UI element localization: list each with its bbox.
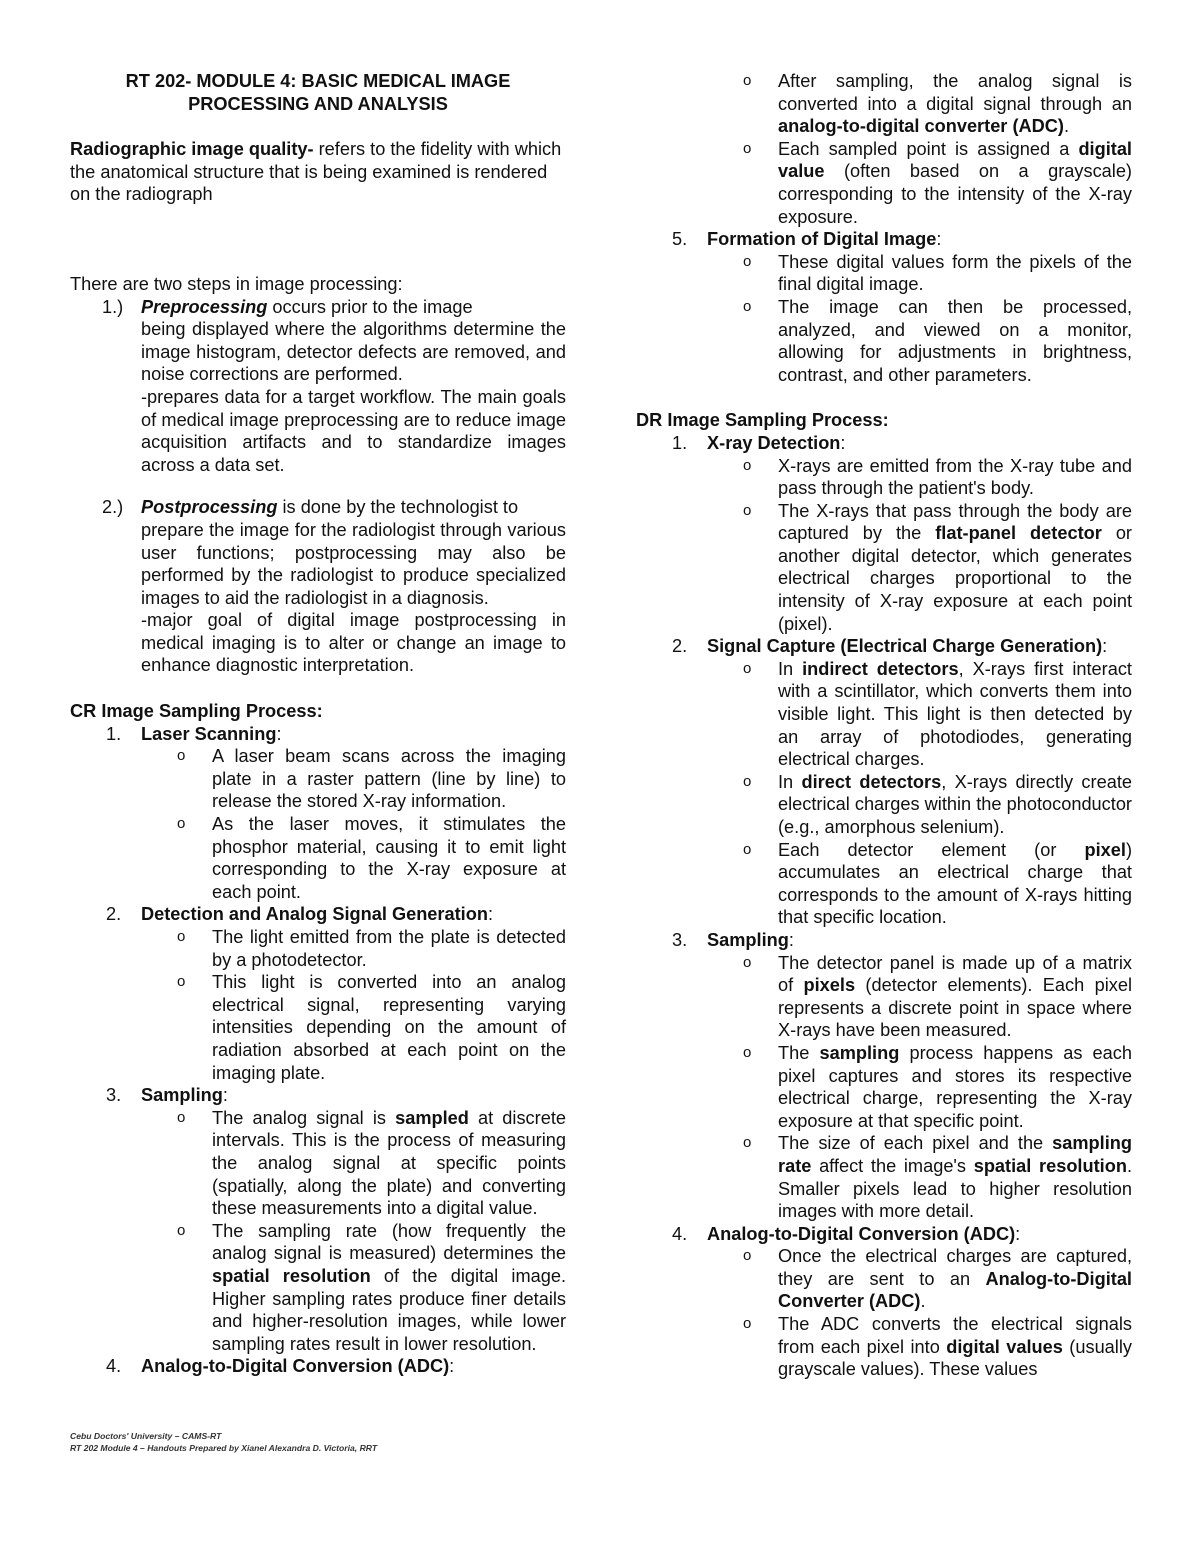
numbered-heading [636,635,1132,658]
step-extra: -prepares data for a target workflow. The main goals of medical image preprocessing are to reduce image acquisition artifacts and to standardize images across a data set. [141,386,566,475]
bullet-item [636,70,1132,138]
numbered-item [70,903,566,1084]
definition-paragraph [70,138,566,206]
item-number: 2. [106,904,122,925]
bullet-text: . [1063,116,1070,137]
bullet-text: Each detector element (or [778,839,1085,860]
step-term: Preprocessing [141,296,268,317]
footer-line-1: Cebu Doctors' University – CAMS-RT [70,1431,222,1441]
dr-list [636,432,1132,1381]
bullet-text: ) accumulates an electrical charge that corresponds to the amount of X-rays hitting that specific location. [778,839,1132,928]
bullet-text: The size of each pixel and the [778,1133,1053,1154]
numbered-heading [70,723,566,746]
item-number: 3. [106,1085,122,1106]
item-heading: X-ray Detection [707,432,841,453]
bullet-text: These digital values form the pixels of the final digital image. [778,251,1132,295]
bullet-text: at discrete intervals. This is the process of measuring the analog signal at specific points (spatially, along the plate) and converting these measurements into a digital value. [212,1107,566,1219]
bullet-item [70,971,566,1084]
item-heading: Analog-to-Digital Conversion (ADC) [141,1356,450,1377]
bullet-text: The image can then be processed, analyzed, and viewed on a monitor, allowing for adjustments in brightness, contrast, and other parameters. [778,296,1132,385]
item-heading: Laser Scanning [141,723,277,744]
bullet-marker-icon: o [177,928,186,945]
bullet-item [636,1313,1132,1381]
bullet-text: As the laser moves, it stimulates the phosphor material, causing it to emit light corresponding to the X-ray exposure at each point. [212,814,566,902]
step-postprocessing [70,496,566,677]
bullet-marker-icon: o [743,297,752,315]
item-number: 1. [672,432,688,453]
bullet-text: In [778,658,803,679]
bullet-text: (detector elements). Each pixel represents a discrete point in space where X-rays have been measured. [778,975,1132,1041]
item-number: 4. [106,1356,122,1377]
numbered-item [636,929,1132,1223]
bullet-text: , X-rays first interact with a scintillator, which converts them into visible light. This light is then detected by an array of photodiodes, generating electrical charges. [778,658,1132,770]
bullet-item [636,771,1132,839]
bullet-marker-icon: o [177,1108,186,1126]
definition-text: refers to the fidelity with which the anatomical structure that is being examined is rendered on the radiograph [70,139,562,205]
bullet-item [70,1220,566,1356]
numbered-item [636,1223,1132,1381]
left-column [70,70,566,1378]
bullet-marker-icon: o [743,72,752,89]
bullet-bold-text: Analog-to-Digital Converter (ADC) [778,1268,1132,1312]
numbered-heading [70,1084,566,1107]
bullet-bold-text: indirect detectors [802,658,959,679]
bullet-marker-icon: o [177,747,186,765]
bullet-bold-text: analog-to-digital converter (ADC) [778,116,1064,137]
item-number: 5. [672,229,688,250]
bullet-item [70,745,566,813]
bullet-bold-text: sampling [819,1042,900,1063]
numbered-item [636,635,1132,929]
bullet-item [70,926,566,971]
bullet-bold-text: sampling rate [778,1133,1132,1176]
numbered-heading [70,903,566,926]
bullet-item [636,1245,1132,1313]
bullet-bold-text: pixel [1084,839,1126,860]
bullet-text: affect the image's [811,1155,974,1176]
bullet-item [70,1107,566,1220]
item-number: 3. [672,929,688,950]
bullet-marker-icon: o [743,1043,752,1061]
step-number: 2.) [102,497,124,518]
bullet-bold-text: spatial resolution [212,1265,371,1286]
bullet-marker-icon: o [743,1134,752,1152]
item-colon: : [788,929,794,950]
item-heading: Signal Capture (Electrical Charge Generation) [707,636,1103,657]
bullet-item [636,1132,1132,1222]
page-footer [70,1430,377,1454]
numbered-item [70,1084,566,1355]
numbered-item [70,1355,566,1378]
step-term: Postprocessing [141,497,278,518]
title-line-1: RT 202- MODULE 4: BASIC MEDICAL IMAGE [125,71,511,91]
bullet-text: The sampling rate (how frequently the analog signal is measured) determines the [212,1220,566,1264]
bullet-text: . [920,1291,926,1312]
bullet-bold-text: direct detectors [801,771,942,792]
bullet-text: In [778,771,802,792]
bullet-marker-icon: o [743,659,752,677]
bullet-text: X-rays are emitted from the X-ray tube and pass through the patient's body. [778,455,1132,499]
bullet-item [636,500,1132,636]
step-extra: -major goal of digital image postprocessing in medical imaging is to alter or change an image to enhance diagnostic interpretation. [141,610,566,676]
title-line-2: PROCESSING AND ANALYSIS [188,93,448,114]
bullet-marker-icon: o [743,840,752,858]
bullet-text: . Smaller pixels lead to higher resolution images with more detail. [778,1155,1132,1222]
right-column [636,70,1132,1381]
bullet-bold-text: flat-panel detector [935,523,1102,544]
step-body: prepare the image for the radiologist through various user functions; postprocessing may also be performed by the radiologist to produce specialized images to aid the radiologist in a diagnosis. [141,519,566,608]
item-heading: Detection and Analog Signal Generation [141,904,488,925]
bullet-text: , X-rays directly create electrical charges within the photoconductor (e.g., amorphous selenium). [778,771,1132,837]
numbered-heading [636,432,1132,455]
numbered-heading [636,228,1132,251]
bullet-marker-icon: o [177,815,186,833]
cr-heading: CR Image Sampling Process: [70,701,323,722]
item-heading: Formation of Digital Image [707,229,937,250]
bullet-text: The ADC converts the electrical signals from each pixel into [778,1314,1132,1357]
item-number: 1. [106,723,122,744]
bullet-text: The X-rays that pass through the body are captured by the [778,500,1132,544]
bullet-marker-icon: o [743,953,752,971]
bullet-marker-icon: o [743,1315,752,1333]
numbered-heading [70,1355,566,1378]
bullet-marker-icon: o [743,139,752,157]
item-colon: : [936,229,942,250]
bullet-bold-text: pixels [803,975,856,996]
item-colon: : [449,1356,455,1377]
item-heading: Sampling [141,1085,223,1106]
bullet-marker-icon: o [743,772,752,790]
item-number: 4. [672,1223,688,1244]
bullet-text: This light is converted into an analog electrical signal, representing varying intensities depending on the amount of radiation absorbed at each point on the imaging plate. [212,972,566,1083]
step-lead: is done by the technologist to [277,497,519,518]
bullet-item [636,1042,1132,1132]
document-title [70,70,566,115]
footer-line-2: RT 202 Module 4 – Handouts Prepared by Xianel Alexandra D. Victoria, RRT [70,1443,378,1453]
numbered-item [636,432,1132,635]
bullet-item [70,813,566,903]
item-colon: : [276,723,282,744]
bullet-marker-icon: o [177,1221,186,1239]
step-body: being displayed where the algorithms determine the image histogram, detector defects are removed, and noise corrections are performed. [141,319,566,385]
definition-term: Radiographic image quality- [70,139,314,160]
bullet-text: process happens as each pixel captures and stores its respective electrical charge, representing the X-ray exposure at that specific point. [778,1042,1132,1131]
bullet-text: The light emitted from the plate is detected by a photodetector. [212,927,566,970]
numbered-item [636,228,1132,386]
item-colon: : [1015,1223,1021,1244]
bullet-item [636,138,1132,228]
bullet-marker-icon: o [743,1247,752,1265]
bullet-item [636,455,1132,500]
bullet-text: Once the electrical charges are captured, they are sent to an [778,1246,1132,1289]
bullet-item [636,658,1132,771]
bullet-item [636,296,1132,386]
bullet-item [636,251,1132,296]
bullet-marker-icon: o [743,252,752,270]
bullet-bold-text: digital value [778,138,1132,182]
bullet-text: The detector panel is made up of a matrix of [778,952,1132,996]
item-heading: Analog-to-Digital Conversion (ADC) [707,1223,1016,1244]
cr-adc-bullets [636,70,1132,228]
bullet-marker-icon: o [743,501,752,519]
bullet-text: A laser beam scans across the imaging plate in a raster pattern (line by line) to release the stored X-ray information. [212,746,566,812]
item-number: 2. [672,636,688,657]
bullet-bold-text: sampled [395,1107,469,1128]
item-colon: : [222,1085,228,1106]
bullet-item [636,839,1132,929]
cr-list [70,723,566,1378]
numbered-item [70,723,566,904]
numbered-heading [636,1223,1132,1246]
numbered-heading [636,929,1132,952]
bullet-text: After sampling, the analog signal is converted into a digital signal through an [778,71,1132,114]
bullet-text: (usually grayscale values). These values [778,1336,1132,1380]
bullet-text: Each sampled point is assigned a [778,138,1079,159]
step-number: 1.) [102,296,124,317]
dr-heading: DR Image Sampling Process: [636,410,889,431]
item-colon: : [1102,636,1108,657]
bullet-text: The [778,1042,820,1063]
bullet-bold-text: spatial resolution [973,1155,1127,1176]
bullet-text: The analog signal is [212,1107,396,1128]
steps-intro: There are two steps in image processing: [70,273,403,294]
bullet-marker-icon: o [743,456,752,474]
item-heading: Sampling [707,929,789,950]
bullet-text: or another digital detector, which generates electrical charges proportional to the intensity of X-ray exposure at each point (pixel). [778,523,1132,634]
step-preprocessing [70,296,566,477]
bullet-text: of the digital image. Higher sampling rates produce finer details and higher-resolution images, while lower sampling rates result in lower resolution. [212,1265,566,1354]
bullet-marker-icon: o [177,973,186,991]
step-lead: occurs prior to the image [267,296,473,317]
item-colon: : [487,904,494,925]
bullet-item [636,952,1132,1042]
bullet-bold-text: digital values [946,1336,1063,1357]
item-colon: : [840,432,846,453]
cr-item-5 [636,228,1132,386]
bullet-text: (often based on a grayscale) corresponding to the intensity of the X-ray exposure. [778,161,1132,227]
